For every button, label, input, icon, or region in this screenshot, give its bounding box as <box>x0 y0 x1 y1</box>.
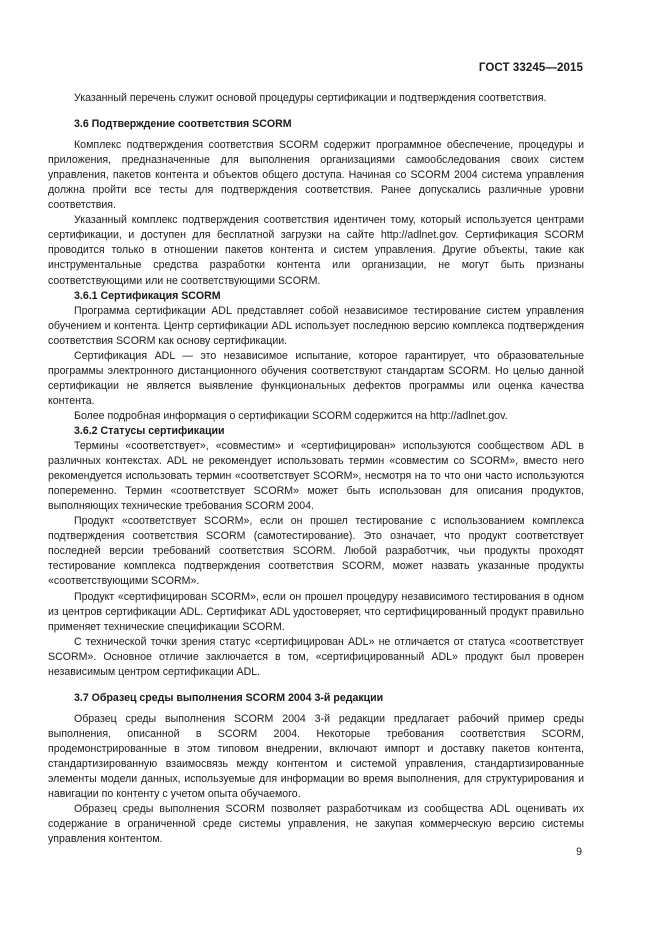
paragraph-intro: Указанный перечень служит основой процедуры сертификации и подтверждения соответствия. <box>74 92 547 104</box>
subsection-heading-3-6-1: 3.6.1 Сертификация SCORM <box>74 289 221 302</box>
document-body <box>48 91 584 847</box>
paragraph: Образец среды выполнения SCORM 2004 3-й редакции предлагает рабочий пример среды выполнения, описанной в SCORM 2004. Некоторые требования соответствия SCORM, продемонстрированные в этом типовом внедрении, включают импорт и доставку пакетов контента, стандартизированную взаимосвязь между контентом и системой управления, стандартизированные элементы модели данных, используемые для информации во время выполнения, для структурирования и навигации по контенту с учетом опыта обучаемого. <box>48 712 584 801</box>
paragraph: Сертификация ADL — это независимое испытание, которое гарантирует, что образовательные программы электронного дистанционного обучения соответствуют стандартам SCORM. Но целью данной сертификации не является выявление функциональных дефектов программы или оценка качества контента. <box>48 349 584 407</box>
paragraph: Комплекс подтверждения соответствия SCORM содержит программное обеспечение, процедуры и приложения, предназначенные для выполнения организациями самообследования своих систем управления, пакетов контента и объектов общего доступа. Начиная со SCORM 2004 система управления должна пройти все тесты для подтверждения соответствия. Ранее допускались различные уровни соответствия. <box>48 139 584 212</box>
document-code-header: ГОСТ 33245—2015 <box>478 62 583 74</box>
paragraph: Более подробная информация о сертификации SCORM содержится на http://adlnet.gov. <box>74 409 508 422</box>
page-number: 9 <box>576 846 582 858</box>
paragraph: Продукт «соответствует SCORM», если он прошел тестирование с использованием комплекса подтверждения соответствия SCORM (самотестирование). Это означает, что продукт соответствует последней версии требований соответствия SCORM. Любой разработчик, чьи продукты проходят тестирование комплекса подтверждения соответствия SCORM, может назвать указанные продукты «соответствующими SCORM». <box>48 515 584 588</box>
subsection-heading-3-6-2: 3.6.2 Статусы сертификации <box>74 424 225 437</box>
paragraph: Термины «соответствует», «совместим» и «сертифицирован» используются сообществом ADL в различных контекстах. ADL не рекомендует использовать термин «совместим со SCORM», вместо него рекомендуется использовать термин «соответствует SCORM», несмотря на то что они часто используются попеременно. Термин «соответствует SCORM» может быть использован для описания продуктов, выполняющих технические требования SCORM 2004. <box>48 440 584 513</box>
paragraph: Продукт «сертифицирован SCORM», если он прошел процедуру независимого тестирования в одном из центров сертификации ADL. Сертификат ADL удостоверяет, что сертифицированный продукт правильно применяет технические спецификации SCORM. <box>48 590 584 633</box>
paragraph: Образец среды выполнения SCORM позволяет разработчикам из сообщества ADL оценивать их содержание в ограниченной среде системы управления, не закупая коммерческую версию системы управления контентом. <box>48 803 584 846</box>
paragraph: Указанный комплекс подтверждения соответствия идентичен тому, который используется центрами сертификации, и доступен для бесплатной загрузки на сайте http://adlnet.gov. Сертификация SCORM проводится только в отношении пакетов контента и систем управления. Другие объекты, такие как инструментальные средства разработки контента или организации, не могут быть признаны соответствующими или не соответствующими SCORM. <box>48 214 584 287</box>
paragraph: Программа сертификации ADL представляет собой независимое тестирование систем управления обучением и контента. Центр сертификации ADL использует последнюю версию комплекса подтверждения соответствия SCORM как основу сертификации. <box>48 304 584 347</box>
paragraph: С технической точки зрения статус «сертифицирован ADL» не отличается от статуса «соответствует SCORM». Основное отличие заключается в том, «сертифицированный ADL» продукт был проверен независимым центром сертификации ADL. <box>48 635 584 678</box>
section-heading-3-6: 3.6 Подтверждение соответствия SCORM <box>74 118 292 131</box>
section-heading-3-7: 3.7 Образец среды выполнения SCORM 2004 3-й редакции <box>74 691 384 704</box>
